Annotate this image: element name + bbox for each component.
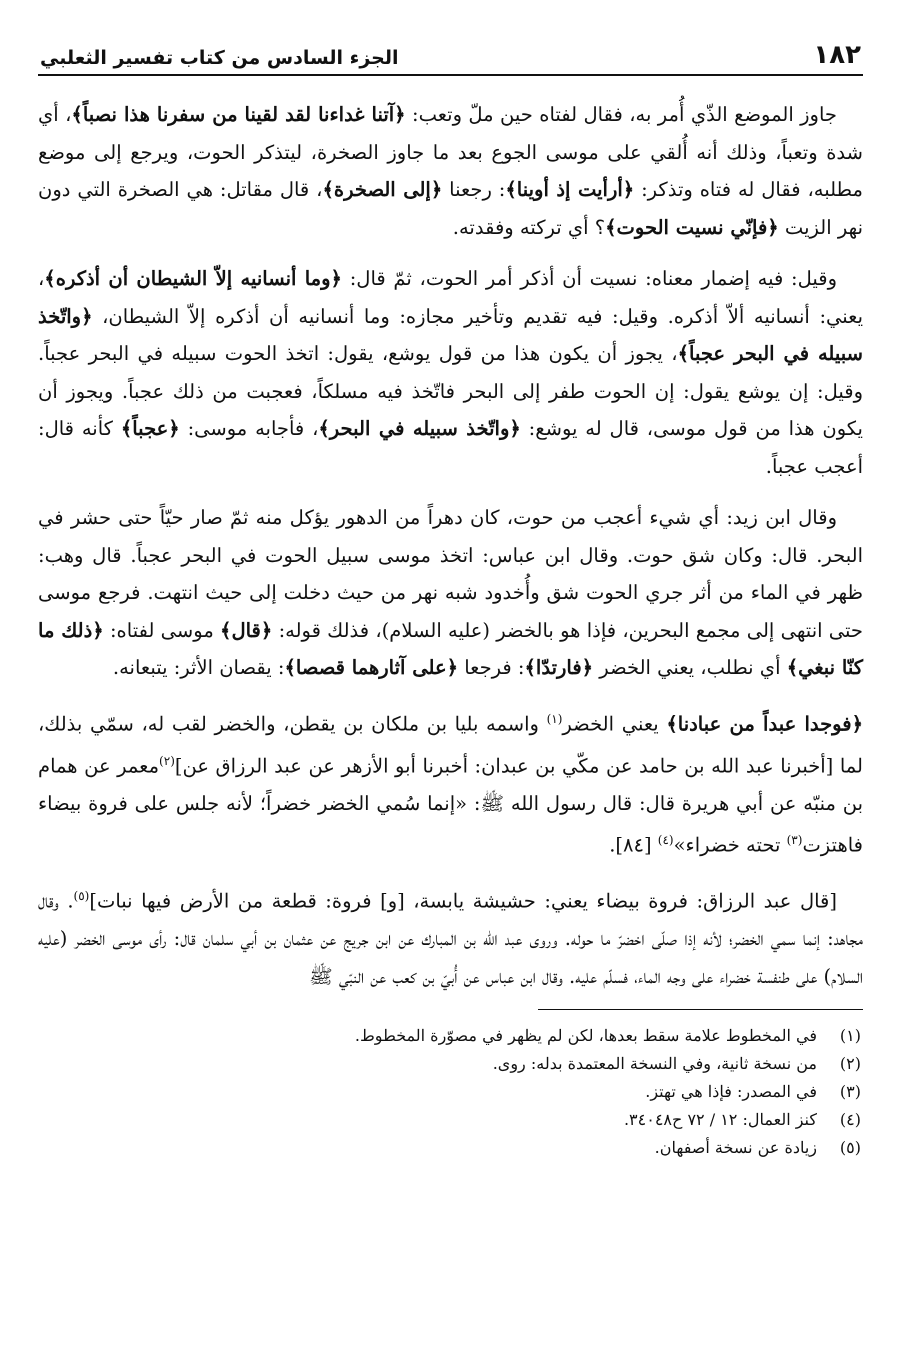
- footnote-number: (٥): [839, 1138, 861, 1157]
- text-run: موسى لفتاه:: [103, 618, 221, 642]
- text-run: جاوز الموضع الذّي أُمر به، فقال لفتاه حين ملّ وتعب:: [405, 103, 837, 126]
- running-title: الجزء السادس من كتاب تفسير الثعلبي: [40, 47, 399, 69]
- quran-quote: ﴿عجباً﴾: [120, 417, 180, 440]
- footnote-ref: (٣): [786, 833, 803, 847]
- quran-quote: ﴿فإنّي نسيت الحوت﴾: [605, 215, 779, 239]
- text-run: وقال ابن زيد: أي شيء أعجب من حوت، كان دهراً من الدهور يؤكل منه ثمّ صار حيّاً حتى حشر في البحر. قال: وكان شق حوت. وقال ابن عباس: اتخذ موسى سبيل الحوت في البحر عجباً. قال وهب: ظهر في الماء من أثر جري الحوت شق وأُخدود شبه نهر من حيث دخلت إلى حيث انتهت. فرجع موسى حتى انتهى إلى مجمع البحرين، فإذا هو بالخضر (عليه السلام)، فذلك قوله:: [38, 506, 863, 642]
- footnote: [38, 1050, 863, 1078]
- text-run: ، أي شدة وتعباً، وذلك أنه أُلقي على موسى الجوع بعد ما جاوز الصخرة، ليتذكر الحوت، ويرجع إلى موضع مطلبه، فقال له فتاه وتذكر:: [38, 103, 863, 201]
- text-run: : رجعنا: [442, 178, 506, 201]
- text-run: واسمه بليا بن ملكان بن يقطن، والخضر لقب له، سمّي بذلك، لما [أخبرنا عبد الله بن حامد عن مكّي بن عبدان: أخبرنا أبو الأزهر عن عبد الرزاق عن]: [38, 712, 863, 777]
- footnote: [38, 1106, 863, 1134]
- footnote-text: في المصدر: فإذا هي تهتز.: [645, 1082, 817, 1101]
- paragraph: [38, 499, 863, 687]
- paragraph: [38, 701, 863, 865]
- paragraph: [38, 260, 863, 485]
- footnote: [38, 1022, 863, 1050]
- footnote-divider: [538, 1009, 863, 1010]
- quran-quote: ﴿فوجدا عبداً من عبادنا﴾: [666, 712, 863, 735]
- footnote-number: (٣): [839, 1082, 861, 1101]
- quran-quote: ﴿واتّخذ سبيله في البحر﴾: [318, 417, 521, 440]
- text-run: أي نطلب، يعني الخضر: [593, 656, 787, 679]
- quran-quote: ﴿واتّخذ سبيله في البحر عجباً﴾: [38, 304, 863, 365]
- footnote-text: من نسخة ثانية، وفي النسخة المعتمدة بدله: روى.: [492, 1054, 817, 1073]
- paragraph: [38, 96, 863, 246]
- quran-quote: ﴿إلى الصخرة﴾: [322, 178, 443, 201]
- footnote: [38, 1134, 863, 1162]
- quran-quote: ﴿وما أنسانيه إلاّ الشيطان أن أذكره﴾: [44, 267, 342, 290]
- footnote-ref: (١): [546, 711, 563, 726]
- footnote-number: (٤): [839, 1110, 861, 1129]
- footnote: [38, 1078, 863, 1106]
- quran-quote: ﴿فارتدّا﴾: [524, 656, 594, 679]
- text-run: ، يعني: أنسانيه ألاّ أذكره. وقيل: فيه تقديم وتأخير مجازه: وما أنسانيه أن أذكره إلاّ الشيطان،: [38, 267, 863, 328]
- quran-quote: ﴿على آثارهما قصصا﴾: [284, 656, 459, 679]
- text-run: تحته خضراء»: [673, 833, 787, 857]
- footnote-ref: (٥): [73, 889, 90, 903]
- main-text: [38, 96, 863, 995]
- footnote-text: كنز العمال: ١٢ / ٧٢ ح٣٤٠٤٨.: [623, 1110, 817, 1129]
- text-run: : يقصان الأثر: يتبعانه.: [112, 656, 285, 679]
- text-run: [٨٤].: [609, 833, 658, 857]
- page-number: ١٨٢: [813, 40, 861, 70]
- text-run: : فرجعا: [458, 656, 525, 679]
- text-run: معمر عن همام بن منبّه عن أبي هريرة قال: قال رسول الله ﷺ: «إنما سُمي الخضر خضراً؛ لأنه جلس على فروة بيضاء فاهتزت: [38, 754, 863, 857]
- footnotes: [38, 1022, 863, 1162]
- quran-quote: ﴿آتنا غداءنا لقد لقينا من سفرنا هذا نصباً﴾: [71, 103, 406, 126]
- text-run: [قال عبد الرزاق: فروة بيضاء يعني: حشيشة يابسة، [و] فروة: قطعة من الأرض فيها نبات]: [89, 889, 837, 913]
- text-run: ، قال مقاتل: هي الصخرة التي دون نهر الزيت: [38, 178, 863, 239]
- quran-quote: ﴿أرأيت إذ أوينا﴾: [505, 178, 635, 201]
- footnote-number: (٢): [839, 1054, 861, 1073]
- text-run: ، فأجابه موسى:: [179, 417, 319, 440]
- text-run: يعني الخضر: [562, 712, 667, 735]
- quran-quote: ﴿ذلك ما كنّا نبغي﴾: [38, 618, 863, 679]
- text-run: كأنه قال: أعجب عجباً.: [38, 417, 863, 478]
- footnote-text: في المخطوط علامة سقط بعدها، لكن لم يظهر في مصوّرة المخطوط.: [354, 1026, 817, 1045]
- page-header: [38, 42, 863, 76]
- paragraph: [38, 878, 863, 995]
- text-run: ، يجوز أن يكون هذا من قول يوشع، يقول: اتخذ الحوت سبيله في البحر عجباً. وقيل: إن يوشع يقول: إن الحوت طفر إلى البحر فاتّخذ فيه مسلكاً، فعجبت من ذلك عجباً. ويجوز أن يكون هذا من قول موسى، قال له يوشع:: [38, 342, 863, 440]
- footnote-text: زيادة عن نسخة أصفهان.: [654, 1138, 817, 1157]
- text-run: ؟ أي تركته وفقدته.: [452, 215, 606, 239]
- text-run: وقيل: فيه إضمار معناه: نسيت أن أذكر أمر الحوت، ثمّ قال:: [341, 267, 838, 290]
- footnote-ref: (٢): [159, 753, 175, 768]
- text-run: . وقال مجاهد: إنما سمي الخضر؛ لأنه إذا صلّى اخضرّ ما حوله. وروى عبد الله بن المبارك عن ابن جريج عن عثمان بن أبي سلمان قال: رأى موسى الخضر (عليه السلام) على طنفسة خضراء على وجه الماء، فسلّم عليه. وقال ابن عباس عن أُبيّ بن كعب عن النبّي ﷺ: [38, 889, 863, 988]
- footnote-ref: (٤): [657, 833, 674, 847]
- quran-quote: ﴿قال﴾: [220, 618, 273, 642]
- footnote-number: (١): [839, 1026, 861, 1045]
